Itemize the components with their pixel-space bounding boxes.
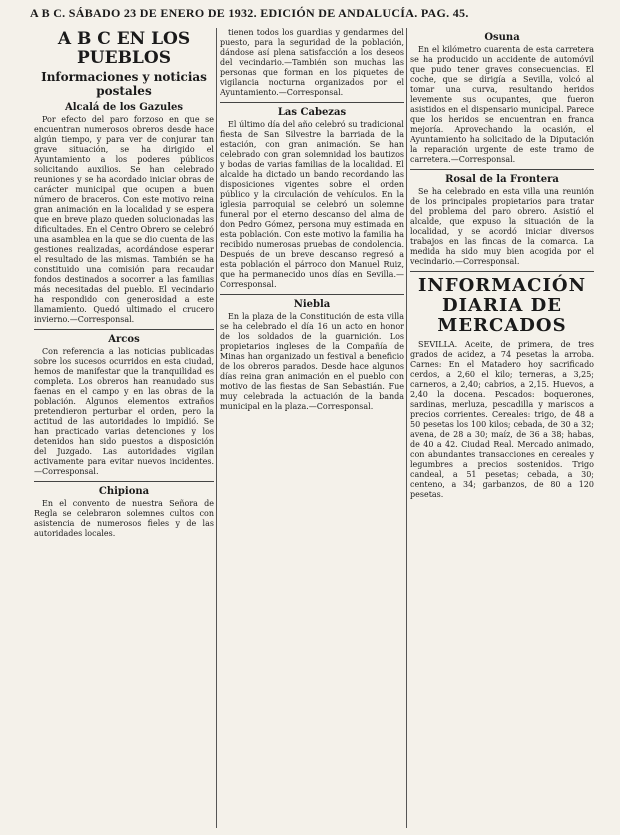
page-header: A B C. SÁBADO 23 DE ENERO DE 1932. EDICIÓN DE ANDALUCÍA. PAG. 45. <box>30 6 469 20</box>
article-body-arcos: Con referencia a las noticias publicadas sobre los sucesos ocurridos en esta ciudad, hemos de manifestar que la tranquilidad es completa. Los obreros han reanudado sus faenas en el campo y en las obras de la población. Algunos elementos extraños pretendieron perturbar el orden, pero la actitud de las autoridades lo impidió. Se han practicado varias detenciones y los detenidos han sido puestos a disposición del Juzgado. Las autoridades vigilan activamente para evitar nuevos incidentes.—Corresponsal. <box>34 347 214 476</box>
article-body-osuna: En el kilómetro cuarenta de esta carretera se ha producido un accidente de automóvil que pudo tener graves consecuencias. El coche, que se dirigía a Sevilla, volcó al tomar una curva, resultando heridos levemente sus ocupantes, que fueron asistidos en el dispensario municipal. Parece que los heridos se encuentran en franca mejoría. Aprovechando la ocasión, el Ayuntamiento ha solicitado de la Diputación la reparación urgente de este tramo de carretera.—Corresponsal. <box>410 45 594 164</box>
column-3 <box>410 28 594 828</box>
article-body-niebla: En la plaza de la Constitución de esta villa se ha celebrado el día 16 un acto en honor de los soldados de la guarnición. Los propietarios ingleses de la Compañía de Minas han organizado un festival a beneficio de los obreros parados. Desde hace algunos días reina gran animación en el pueblo con motivo de las fiestas de San Sebastián. Fue muy celebrada la actuación de la banda municipal en la plaza.—Corresponsal. <box>220 312 404 411</box>
divider <box>220 102 404 103</box>
column-1 <box>34 28 214 828</box>
column-rule <box>216 28 217 828</box>
markets-title: INFORMACIÓN DIARIA DE MERCADOS <box>417 275 587 336</box>
article-body-continued: tienen todos los guardias y gendarmes del puesto, para la seguridad de la población, dándose así plena satisfacción a los deseos del vecindario.—También son muchas las personas que forman en los piquetes de vigilancia nocturna organizados por el Ayuntamiento.—Corresponsal. <box>220 28 404 97</box>
article-heading-osuna: Osuna <box>484 32 520 43</box>
column-2 <box>220 28 404 828</box>
article-heading-rosal: Rosal de la Frontera <box>445 174 559 185</box>
article-heading-chipiona: Chipiona <box>98 486 150 497</box>
divider <box>410 271 594 272</box>
divider <box>34 329 214 330</box>
markets-body: SEVILLA. Aceite, de primera, de tres grados de acidez, a 74 pesetas la arroba. Carnes: En el Matadero hoy sacrificado cerdos, a 2,60 el kilo; terneras, a 3,25; carneros, a 2,40; cabrios, a 2,15. Huevos, a 2,40 la docena. Pescados: boquerones, sardinas, merluza, pescadilla y mariscos a precios corrientes. Cereales: trigo, de 48 a 50 pesetas los 100 kilos; cebada, de 30 a 32; avena, de 28 a 30; maíz, de 36 a 38; habas, de 40 a 42. Ciudad Real. Mercado animado, con abundantes transacciones en cereales y legumbres a precios sostenidos. Trigo candeal, a 51 pesetas; cebada, a 30; centeno, a 34; garbanzos, de 80 a 120 pesetas. <box>410 340 594 499</box>
article-body-las-cabezas: El último día del año celebró su tradicional fiesta de San Silvestre la barriada de la estación, con gran animación. Se han celebrado con gran solemnidad los bautizos y bodas de varias familias de la localidad. El alcalde ha dictado un bando recordando las disposiciones vigentes sobre el orden público y la circulación de vehículos. En la iglesia parroquial se celebró un solemne funeral por el eterno descanso del alma de don Pedro Gómez, persona muy estimada en esta población. Con este motivo la familia ha recibido numerosas pruebas de condolencia. Después de un breve descanso regresó a esta población el párroco don Manuel Ruiz, que ha permanecido unos días en Sevilla.—Corresponsal. <box>220 120 404 289</box>
divider <box>410 169 594 170</box>
article-heading-niebla: Niebla <box>293 299 331 310</box>
article-heading-las-cabezas: Las Cabezas <box>277 107 347 118</box>
column-rule <box>406 28 407 828</box>
article-body-rosal: Se ha celebrado en esta villa una reunión de los principales propietarios para tratar del problema del paro obrero. Asistió el alcalde, que expuso la situación de la localidad, y se acordó iniciar diversos trabajos en las fincas de la comarca. La medida ha sido muy bien acogida por el vecindario.—Corresponsal. <box>410 187 594 266</box>
divider <box>220 294 404 295</box>
article-heading-alcala: Alcalá de los Gazules <box>64 102 184 113</box>
article-heading-arcos: Arcos <box>108 334 140 345</box>
section-subtitle: Informaciones y noticias postales <box>41 70 207 98</box>
article-body-chipiona: En el convento de nuestra Señora de Regla se celebraron solemnes cultos con asistencia de numerosos fieles y de las autoridades locales. <box>34 499 214 538</box>
section-title: A B C EN LOS PUEBLOS <box>57 29 191 68</box>
divider <box>34 481 214 482</box>
article-body-alcala: Por efecto del paro forzoso en que se encuentran numerosos obreros desde hace algún tiempo, y para ver de conjurar tan grave situación, se ha dirigido el Ayuntamiento a los poderes públicos solicitando auxilios. Se han celebrado reuniones y se ha acordado iniciar obras de carácter municipal que ocupen a buen número de braceros. Con este motivo reina gran animación en la localidad y se espera que en breve plazo queden solucionadas las dificultades. En el Centro Obrero se celebró una asamblea en la que se dio cuenta de las gestiones realizadas, acordándose esperar el resultado de las mismas. También se ha constituido una comisión para recaudar fondos destinados a socorrer a las familias más necesitadas del pueblo. El vecindario ha respondido con generosidad a este llamamiento. Quedó ultimado el crucero invierno.—Corresponsal. <box>34 115 214 324</box>
